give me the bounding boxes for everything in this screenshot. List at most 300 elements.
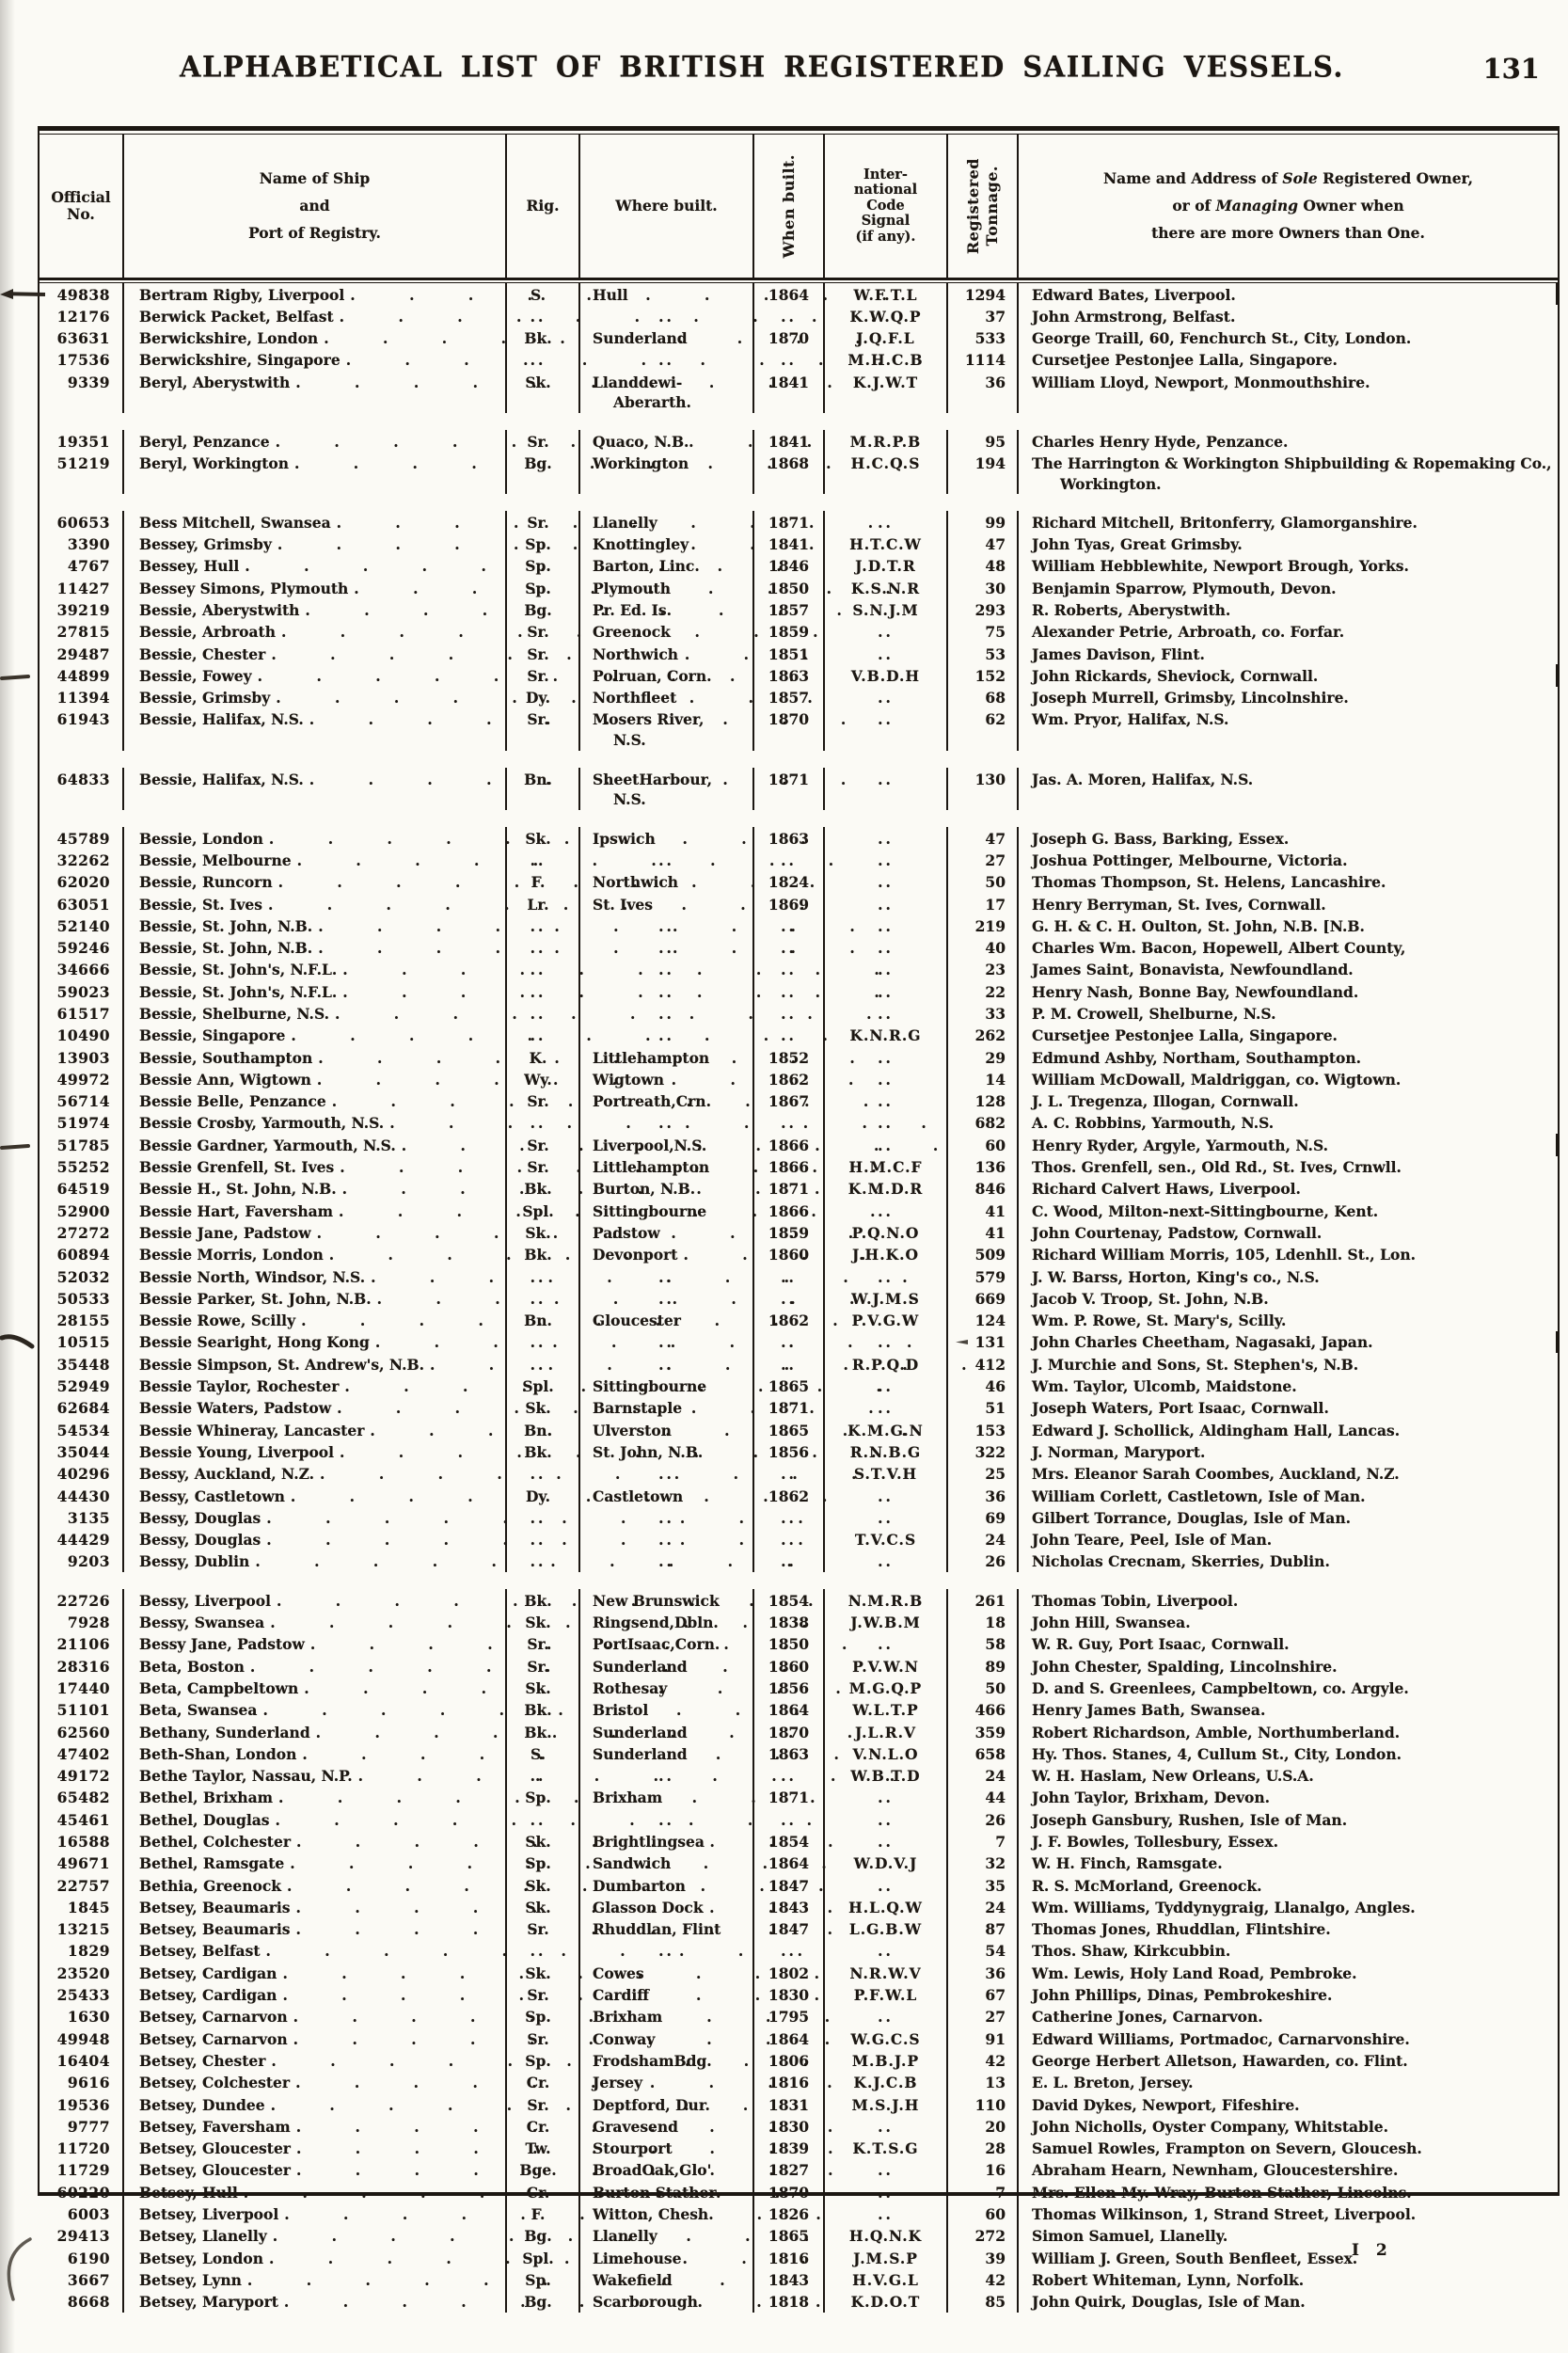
official-no-cell: 61517 xyxy=(40,1003,124,1025)
rig-cell: .. xyxy=(507,1003,580,1025)
tonnage-value: 54 xyxy=(985,1942,1006,1961)
tonnage-value: 30 xyxy=(985,579,1006,597)
rig-cell: Sk. xyxy=(507,1677,580,1698)
tonnage-cell xyxy=(948,349,1019,371)
tonnage-value: 33 xyxy=(985,1005,1006,1023)
official-no-cell: 62560 xyxy=(40,1721,124,1742)
ship-name-cell xyxy=(124,2181,507,2202)
tonnage-value: 42 xyxy=(985,2051,1006,2070)
owner-cell: William Hebblewhite, Newport Brough, Yorks. xyxy=(1032,557,1409,576)
when-built-cell: 1857 xyxy=(754,687,825,708)
where-built-cell xyxy=(580,1589,754,1611)
ship-name-text: Betsey, Cardigan xyxy=(139,1986,277,2005)
table-row xyxy=(40,1485,1558,1506)
when-built-cell: .. xyxy=(754,959,825,980)
where-built-line1: Sittingbourne xyxy=(593,1377,707,1396)
leader-dots xyxy=(269,2249,490,2269)
owner-cell: John Taylor, Brixham, Devon. xyxy=(1032,1789,1270,1807)
ship-name-text: Bessie Whineray, Lancaster xyxy=(139,1421,365,1439)
tonnage-value: 136 xyxy=(974,1158,1006,1177)
rig-cell: Sk. xyxy=(507,1830,580,1852)
owner-cell: Cursetjee Pestonjee Lalla, Singapore. xyxy=(1032,1026,1338,1045)
owner-cell: Wm. P. Rowe, St. Mary's, Scilly. xyxy=(1032,1312,1287,1330)
where-built-cell xyxy=(580,1090,754,1112)
ship-name-cell xyxy=(124,1003,507,1025)
official-no-cell: 22757 xyxy=(40,1874,124,1896)
printer-signature: I 2 xyxy=(1352,2241,1393,2260)
code-signal-cell: H.C.Q.S xyxy=(825,453,948,495)
ship-name-cell xyxy=(124,598,507,620)
ship-name-text: Bessie Taylor, Rochester xyxy=(139,1377,340,1396)
when-built-cell: 1818 xyxy=(754,2291,825,2313)
table-row xyxy=(40,1896,1558,1917)
tonnage-value: 219 xyxy=(974,916,1006,935)
owner-cell: Thos. Grenfell, sen., Old Rd., St. Ives, Crnwll. xyxy=(1032,1158,1402,1177)
where-built-line1: .. xyxy=(658,307,674,326)
where-built-cell xyxy=(580,1156,754,1178)
tonnage-value: 293 xyxy=(974,600,1006,619)
official-no-cell: 62684 xyxy=(40,1397,124,1419)
ship-name-text: Berwickshire, London xyxy=(139,329,319,348)
leader-dots xyxy=(278,872,490,893)
page-number: 131 xyxy=(1482,53,1540,85)
where-built-cell xyxy=(580,2093,754,2115)
when-built-cell: 1854 xyxy=(754,1589,825,1611)
code-signal-cell: .. xyxy=(825,1808,948,1830)
ship-name-text: Bess Mitchell, Swansea xyxy=(139,513,331,532)
where-built-line1: .. xyxy=(658,1552,674,1571)
owner-cell: Edmund Ashby, Northam, Southampton. xyxy=(1032,1048,1362,1067)
where-built-cell xyxy=(580,849,754,870)
where-built-cell xyxy=(580,1742,754,1764)
tonnage-cell xyxy=(948,1918,1019,1940)
ship-name-text: Bessy, Liverpool xyxy=(139,1591,271,1610)
rig-cell: Bk. xyxy=(507,1699,580,1721)
ship-name-text: Berwick Packet, Belfast xyxy=(139,307,334,326)
where-built-line1: .. xyxy=(658,1005,674,1023)
where-built-cell xyxy=(580,1397,754,1419)
when-built-cell: .. xyxy=(754,937,825,959)
where-built-cell xyxy=(580,2072,754,2093)
where-built-cell xyxy=(580,283,754,305)
leader-dots xyxy=(265,1941,490,1962)
code-signal-cell: P.F.W.L xyxy=(825,1984,948,2006)
where-built-cell xyxy=(580,1940,754,1962)
rig-cell: Sp. xyxy=(507,2006,580,2027)
official-no-cell: 39219 xyxy=(40,598,124,620)
where-built-line1: St. John, N.B. xyxy=(593,1442,704,1461)
leader-dots xyxy=(342,960,490,980)
tonnage-cell xyxy=(948,1068,1019,1089)
owner-cell: C. Wood, Milton-next-Sittingbourne, Kent. xyxy=(1032,1201,1379,1220)
ship-name-text: Betsey, Beaumaris xyxy=(139,1898,291,1916)
rig-cell: Sk. xyxy=(507,1612,580,1633)
leader-dots xyxy=(337,1398,490,1419)
rig-cell: Lr. xyxy=(507,893,580,914)
where-built-line1: Cowes xyxy=(593,1963,644,1982)
leader-dots xyxy=(340,1157,490,1178)
official-no-cell: 3667 xyxy=(40,2268,124,2290)
where-built-line1: Portreath,Crn. xyxy=(593,1092,711,1111)
where-built-line1: Llanelly xyxy=(593,2227,657,2246)
owner-cell: Charles Henry Hyde, Penzance. xyxy=(1032,432,1289,451)
official-no-cell: 49838 xyxy=(40,283,124,305)
tonnage-value: 87 xyxy=(985,1920,1006,1939)
code-signal-cell: R.P.Q.D xyxy=(825,1353,948,1375)
code-signal-cell: W.J.M.S xyxy=(825,1287,948,1309)
official-no-cell: 28155 xyxy=(40,1310,124,1331)
ship-name-cell xyxy=(124,937,507,959)
leader-dots xyxy=(342,1179,490,1200)
where-built-cell xyxy=(580,2006,754,2027)
ship-name-cell xyxy=(124,1633,507,1655)
when-built-cell: 1846 xyxy=(754,555,825,577)
where-built-line1: Quaco, N.B. xyxy=(593,432,689,451)
where-built-line1: Burton, N.B. xyxy=(593,1180,696,1199)
table-row xyxy=(40,1699,1558,1721)
code-signal-cell: .. xyxy=(825,1506,948,1528)
rig-cell: Sk. xyxy=(507,1962,580,1983)
official-no-cell: 17536 xyxy=(40,349,124,371)
table-row xyxy=(40,1112,1558,1134)
tonnage-cell xyxy=(948,664,1019,686)
ship-name-text: Bessie Hart, Faversham xyxy=(139,1201,334,1220)
rig-cell: Sr. xyxy=(507,430,580,452)
when-built-cell: 1831 xyxy=(754,2093,825,2115)
owner-cell: J. F. Bowles, Tollesbury, Essex. xyxy=(1032,1832,1279,1851)
when-built-cell: .. xyxy=(754,1112,825,1134)
when-built-cell: 1863 xyxy=(754,664,825,686)
ship-name-text: Bessy, Dublin xyxy=(139,1552,250,1571)
leader-dots xyxy=(301,1311,490,1331)
code-signal-cell: .. xyxy=(825,914,948,936)
rig-cell: .. xyxy=(507,305,580,326)
official-no-cell: 34666 xyxy=(40,959,124,980)
where-built-line1: PortIsaac,Corn. xyxy=(593,1635,721,1654)
where-built-cell xyxy=(580,2027,754,2049)
where-built-cell xyxy=(580,555,754,577)
table-row xyxy=(40,687,1558,708)
code-signal-cell: K.W.Q.P xyxy=(825,305,948,326)
leader-dots xyxy=(282,1963,490,1984)
code-signal-cell: .. xyxy=(825,687,948,708)
code-signal-cell: H.L.Q.W xyxy=(825,1896,948,1917)
code-signal-cell: S.T.V.H xyxy=(825,1463,948,1485)
tonnage-cell xyxy=(948,1003,1019,1025)
when-built-cell: .. xyxy=(754,1331,825,1353)
leader-dots xyxy=(262,1700,490,1721)
ship-name-text: Bessie, Halifax, N.S. xyxy=(139,710,304,729)
table-row xyxy=(40,305,1558,326)
where-built-cell xyxy=(580,305,754,326)
rig-cell: F. xyxy=(507,871,580,893)
when-built-cell: 1867 xyxy=(754,1090,825,1112)
ship-name-cell xyxy=(124,1134,507,1155)
code-signal-cell: K.M.G.N xyxy=(825,1419,948,1440)
official-no-cell: 35448 xyxy=(40,1353,124,1375)
where-built-cell xyxy=(580,643,754,664)
tonnage-cell xyxy=(948,1178,1019,1200)
leader-dots xyxy=(295,373,490,393)
owner-cell: Thomas Jones, Rhuddlan, Flintshire. xyxy=(1032,1920,1331,1939)
ship-name-cell xyxy=(124,1550,507,1572)
when-built-cell: 1830 xyxy=(754,1984,825,2006)
ship-name-text: Bessie Morris, London xyxy=(139,1246,324,1264)
leader-dots xyxy=(291,1487,490,1507)
where-built-line1: Workington xyxy=(593,454,689,473)
where-built-line1: Conway xyxy=(593,2029,656,2048)
when-built-cell: 1862 xyxy=(754,1485,825,1506)
tonnage-cell xyxy=(948,2138,1019,2159)
where-built-cell xyxy=(580,1984,754,2006)
rig-cell: .. xyxy=(507,1112,580,1134)
ship-name-cell xyxy=(124,1787,507,1808)
where-built-cell xyxy=(580,980,754,1002)
when-built-cell: .. xyxy=(754,1808,825,1830)
tonnage-cell xyxy=(948,1529,1019,1550)
tonnage-cell xyxy=(948,1506,1019,1528)
rig-cell: .. xyxy=(507,1287,580,1309)
tonnage-value: 7 xyxy=(995,2183,1006,2202)
when-built-cell: 1871 xyxy=(754,511,825,533)
ship-name-text: Bessie Parker, St. John, N.B. xyxy=(139,1289,372,1308)
ship-name-cell xyxy=(124,2203,507,2225)
ship-name-cell xyxy=(124,1265,507,1287)
table-row xyxy=(40,2049,1558,2071)
rig-cell: Bk. xyxy=(507,1721,580,1742)
ship-name-text: Bessie Waters, Padstow xyxy=(139,1399,332,1418)
tonnage-value: 41 xyxy=(985,1223,1006,1242)
table-row xyxy=(40,708,1558,751)
ship-name-text: Beryl, Aberystwith xyxy=(139,373,291,391)
leader-dots xyxy=(318,1048,490,1069)
code-signal-cell: H.V.G.L xyxy=(825,2268,948,2290)
when-built-cell: 1866 xyxy=(754,1156,825,1178)
where-built-cell xyxy=(580,621,754,643)
ship-name-cell xyxy=(124,511,507,533)
table-row xyxy=(40,643,1558,664)
where-built-line1: Wakefield xyxy=(593,2270,673,2289)
owner-cell: Samuel Rowles, Frampton on Severn, Gloucesh. xyxy=(1032,2139,1422,2158)
ship-name-cell xyxy=(124,2268,507,2290)
rig-cell: S. xyxy=(507,1742,580,1764)
code-signal-cell: K.S.N.R xyxy=(825,577,948,598)
code-signal-cell: K.T.S.G xyxy=(825,2138,948,2159)
where-built-line1: Northfleet xyxy=(593,689,677,707)
code-signal-cell: .. xyxy=(825,959,948,980)
owner-cell: Henry Berryman, St. Ives, Cornwall. xyxy=(1032,895,1326,914)
ship-name-text: Bessie, London xyxy=(139,829,263,848)
ship-name-text: Bessie, Singapore xyxy=(139,1026,286,1045)
owner-cell: James Davison, Flint. xyxy=(1032,644,1205,663)
rig-cell: S. xyxy=(507,283,580,305)
rig-cell: .. xyxy=(507,349,580,371)
where-built-line1: Castletown xyxy=(593,1487,684,1505)
when-built-cell: 1843 xyxy=(754,2268,825,2290)
leader-dots xyxy=(287,1876,490,1897)
code-signal-cell: K.J.C.B xyxy=(825,2072,948,2093)
official-no-cell: 19536 xyxy=(40,2093,124,2115)
code-signal-cell: M.H.C.B xyxy=(825,349,948,371)
where-built-cell xyxy=(580,768,754,810)
tonnage-cell xyxy=(948,1984,1019,2006)
official-no-cell: 51219 xyxy=(40,453,124,495)
when-built-cell: 1871 xyxy=(754,768,825,810)
rig-cell: Tw. xyxy=(507,2138,580,2159)
tonnage-value: 44 xyxy=(985,1789,1006,1807)
table-row xyxy=(40,1310,1558,1331)
leader-dots xyxy=(284,2292,490,2313)
owner-cell: Abraham Hearn, Newnham, Gloucestershire. xyxy=(1032,2161,1399,2180)
tonnage-cell xyxy=(948,1046,1019,1068)
leader-dots xyxy=(296,1919,490,1940)
tonnage-value: 60 xyxy=(985,1136,1006,1154)
ship-name-text: Bethel, Ramsgate xyxy=(139,1854,285,1873)
official-no-cell: 49172 xyxy=(40,1765,124,1787)
rig-cell: .. xyxy=(507,1765,580,1787)
where-built-cell xyxy=(580,1808,754,1830)
where-built-line1: Plymouth xyxy=(593,579,671,597)
ship-name-text: Bessie, Shelburne, N.S. xyxy=(139,1005,329,1023)
pencil-mark xyxy=(0,1137,30,1155)
ship-name-text: Beta, Swansea xyxy=(139,1701,258,1720)
rig-cell: Spl. xyxy=(507,1375,580,1397)
leader-dots xyxy=(305,600,490,621)
table-row xyxy=(40,621,1558,643)
owner-cell: Alexander Petrie, Arbroath, co. Forfar. xyxy=(1032,623,1345,642)
tonnage-cell xyxy=(948,2291,1019,2313)
when-built-cell: .. xyxy=(754,1353,825,1375)
pencil-mark xyxy=(0,668,30,686)
tonnage-cell xyxy=(948,1287,1019,1309)
rig-cell: .. xyxy=(507,1808,580,1830)
where-built-line1: Sunderland xyxy=(593,329,688,348)
leader-dots xyxy=(276,688,490,708)
leader-dots xyxy=(291,1025,490,1046)
ship-name-cell xyxy=(124,768,507,810)
tonnage-value: 95 xyxy=(985,432,1006,451)
ship-name-text: Betsey, Beaumaris xyxy=(139,1920,291,1939)
tonnage-cell xyxy=(948,305,1019,326)
ship-name-cell xyxy=(124,871,507,893)
owner-cell: Henry Nash, Bonne Bay, Newfoundland. xyxy=(1032,982,1359,1001)
code-signal-cell: N.M.R.B xyxy=(825,1589,948,1611)
where-built-cell xyxy=(580,1896,754,1917)
code-signal-cell: W.F.T.L xyxy=(825,283,948,305)
where-built-line1: Llanelly xyxy=(593,513,657,532)
ship-name-text: Bessie, Arbroath xyxy=(139,623,276,642)
code-signal-cell: P.Q.N.O xyxy=(825,1221,948,1243)
ship-name-cell xyxy=(124,1721,507,1742)
official-no-cell: 52140 xyxy=(40,914,124,936)
official-no-cell: 59246 xyxy=(40,937,124,959)
tonnage-value: 36 xyxy=(985,1487,1006,1505)
where-built-cell xyxy=(580,1134,754,1155)
tonnage-cell xyxy=(948,1962,1019,1983)
tonnage-cell xyxy=(948,1331,1019,1353)
when-built-cell: 1847 xyxy=(754,1918,825,1940)
official-no-cell: 51974 xyxy=(40,1112,124,1134)
official-no-cell: 19351 xyxy=(40,430,124,452)
code-signal-cell: W.D.V.J xyxy=(825,1852,948,1874)
code-signal-cell: .. xyxy=(825,1134,948,1155)
tonnage-cell xyxy=(948,1440,1019,1462)
ship-name-cell xyxy=(124,1397,507,1419)
tonnage-cell xyxy=(948,2181,1019,2202)
rig-cell: Sk. xyxy=(507,1874,580,1896)
where-built-line1: Knottingley xyxy=(593,535,689,554)
where-built-cell xyxy=(580,2115,754,2137)
when-built-cell: 1802 xyxy=(754,1962,825,1983)
tonnage-value: 36 xyxy=(985,373,1006,391)
where-built-cell xyxy=(580,2049,754,2071)
rig-cell: Sr. xyxy=(507,1918,580,1940)
leader-dots xyxy=(339,1201,490,1222)
when-built-cell: .. xyxy=(754,1529,825,1550)
tonnage-value: 67 xyxy=(985,1986,1006,2005)
owner-cell: John Charles Cheetham, Nagasaki, Japan. xyxy=(1047,1331,1558,1353)
table-body xyxy=(40,283,1558,2313)
ship-name-cell xyxy=(124,1852,507,1874)
ship-name-cell xyxy=(124,1046,507,1068)
when-built-cell: 1830 xyxy=(754,2115,825,2137)
tonnage-value: 579 xyxy=(974,1267,1006,1286)
table-row xyxy=(40,1221,1558,1243)
code-signal-cell: .. xyxy=(825,849,948,870)
table-row xyxy=(40,430,1558,452)
when-built-cell: 1841 xyxy=(754,430,825,452)
ship-name-cell xyxy=(124,1506,507,1528)
leader-dots xyxy=(310,1634,490,1655)
owner-cell: J. W. Barss, Horton, King's co., N.S. xyxy=(1032,1267,1320,1286)
ship-name-text: Betsey, Gloucester xyxy=(139,2139,291,2158)
tonnage-value: 47 xyxy=(985,829,1006,848)
official-no-cell: 1845 xyxy=(40,1896,124,1917)
official-no-cell: 8668 xyxy=(40,2291,124,2313)
official-no-cell: 11427 xyxy=(40,577,124,598)
rig-cell: Sk. xyxy=(507,1221,580,1243)
ship-name-cell xyxy=(124,305,507,326)
when-built-cell: 1841 xyxy=(754,371,825,413)
where-built-cell xyxy=(580,914,754,936)
tonnage-cell xyxy=(948,1612,1019,1633)
owner-cell: Edward J. Schollick, Aldingham Hall, Lancas. xyxy=(1032,1421,1401,1439)
rig-cell: Sr. xyxy=(507,643,580,664)
ship-name-cell xyxy=(124,2093,507,2115)
where-built-line1: Pr. Ed. Is. xyxy=(593,600,673,619)
where-built-line1: Stourport xyxy=(593,2139,673,2158)
where-built-line1: .. xyxy=(658,1026,674,1045)
leader-dots xyxy=(275,1810,490,1831)
leader-dots xyxy=(273,2226,490,2247)
code-signal-cell: .. xyxy=(825,1112,948,1134)
when-built-cell: .. xyxy=(754,1765,825,1787)
ship-name-cell xyxy=(124,1310,507,1331)
ship-name-cell xyxy=(124,1090,507,1112)
ship-name-text: Betsey, Colchester xyxy=(139,2074,291,2092)
tonnage-value: 533 xyxy=(974,329,1006,348)
tonnage-cell xyxy=(948,871,1019,893)
leader-dots xyxy=(317,1223,490,1244)
when-built-cell: .. xyxy=(754,1463,825,1485)
where-built-cell xyxy=(580,1025,754,1046)
table-row xyxy=(40,533,1558,555)
code-signal-cell: M.R.P.B xyxy=(825,430,948,452)
code-signal-cell: .. xyxy=(825,2006,948,2027)
when-built-cell: 1850 xyxy=(754,1633,825,1655)
when-built-cell: 1871 xyxy=(754,1397,825,1419)
where-built-cell xyxy=(580,453,754,495)
